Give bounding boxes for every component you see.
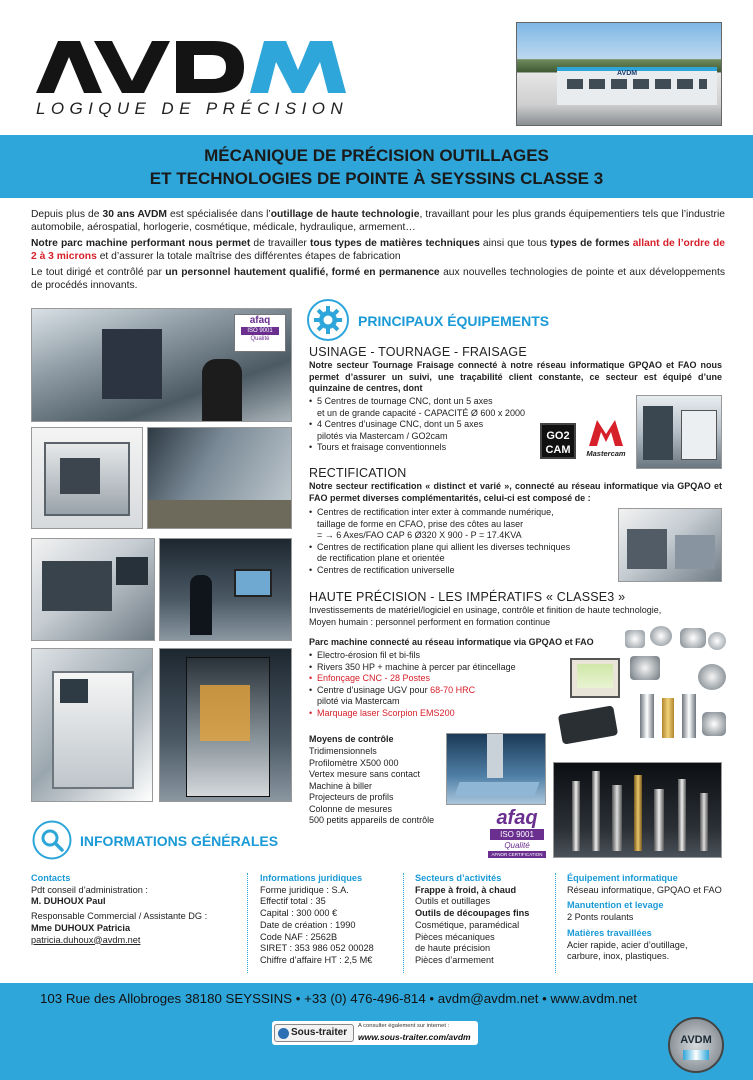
photo-grinding-shop [618,508,722,582]
equip-info-title: Équipement informatique [567,873,678,883]
list-item: Acier rapide, acier d’outillage, [567,939,688,950]
photo-machine-shop [147,427,292,529]
intro-paragraph-3: Le tout dirigé et contrôlé par un personnel hautement qualifié, formé en permanence aux nouvelles technologies de pointe et aux développements de procédés innovants. [31,267,725,291]
photo-workshop-operators [31,308,292,422]
avdm-seal-badge [668,1017,724,1073]
list-item: Machine à biller [309,780,373,791]
list-item: Réseau informatique, GPQAO et FAO [567,884,722,895]
list-item: • Centre d’usinage UGV pour 68-70 HRC piloté via Mastercam [309,685,609,708]
equipement-column [567,873,747,963]
afaq-label-small: afaq [249,315,271,326]
usinage-list [309,396,569,454]
photo-measuring-machine [446,733,546,805]
list-item: Tridimensionnels [309,746,377,756]
photo-ugv-machining-center [159,648,292,802]
list-item: • Electro-érosion fil et bi-fils [309,650,609,662]
intro-paragraph-2: Notre parc machine performant nous permet de travailler tous types de matières techniques ainsi que tous types de formes allant de l’ordre de 2 à 3 microns et d’assurer la totale maîtrise des différentes étapes de fabrication [31,238,726,262]
column-divider [403,873,404,973]
list-item: • Tours et fraisage conventionnels [309,442,569,454]
parc-title: Parc machine connecté au réseau informatique via GPQAO et FAO [309,637,594,647]
title-band [0,135,753,198]
building-photo [516,22,722,126]
contact-line: Pdt conseil d’administration : [31,884,148,895]
list-item: • Marquage laser Scorpion EMS200 [309,708,609,720]
list-item: Effectif total : 35 [260,896,326,907]
contact-name: Mme DUHOUX Patricia [31,922,131,933]
photo-edm-machine [31,648,153,802]
photo-cnc-lathe [31,427,143,529]
list-item: Forme juridique : S.A. [260,884,349,895]
intro-paragraph-1: Depuis plus de 30 ans AVDM est spécialisée dans l’outillage de haute technologie, travaillant pour les plus grands équipementiers tels que l’industrie automobile, aérospatial, horlogerie, cosmétique, médicale, hydraulique, armement… [31,209,725,233]
page-title-line2: ET TECHNOLOGIES DE POINTE À SEYSSINS CLASSE 3 [149,169,604,188]
photo-grinding-machine [31,538,155,641]
list-item: • Centres de rectification universelle [309,565,614,577]
tagline: LOGIQUE DE PRÉCISION [36,99,349,118]
footer-address: 103 Rue des Allobroges 38180 SEYSSINS • +33 (0) 476-496-814 • avdm@avdm.net • www.avdm.net [40,991,637,1006]
equipment-heading: PRINCIPAUX ÉQUIPEMENTS [358,313,550,329]
iso-label-small: ISO 9001 [241,327,279,335]
list-item: Chiffre d’affaire HT : 2,5 M€ [260,954,373,965]
list-item: Pièces mécaniques [415,931,495,942]
list-item: Frappe à froid, à chaud [415,884,517,895]
info-icon [32,820,72,860]
list-item: Pièces d’armement [415,954,494,965]
soustraiter-logo [274,1024,354,1042]
list-item: Date de création : 1990 [260,919,356,930]
list-item: carbure, inox, plastiques. [567,951,670,962]
afaq-label-large: afaq [496,807,538,829]
list-item: Colonne de mesures [309,803,393,814]
secteurs-column [415,873,545,967]
footer-band [0,983,753,1080]
list-item: • Centres de rectification plane qui allient les diverses techniques de rectification plane et orientée [309,542,614,565]
consult-text: A consulter également sur internet : [358,1023,450,1029]
quality-label-small: Qualité [250,336,270,342]
photo-cutting-tools [553,762,722,858]
list-item: • Enfonçage CNC - 28 Postes [309,673,609,685]
list-item: SIRET : 353 986 052 00028 [260,943,374,954]
haute-precision-line2: Moyen humain : personnel performent en formation continue [309,617,551,627]
usinage-title: USINAGE - TOURNAGE - FRAISAGE [309,345,527,359]
juridique-title: Informations juridiques [260,873,363,883]
mastercam-logo [582,420,630,458]
list-item: Projecteurs de profils [309,792,394,802]
photo-machining-centers [636,395,722,469]
list-item: 500 petits appareils de contrôle [309,815,435,825]
list-item: Outils et outillages [415,896,491,907]
list-item: Code NAF : 2562B [260,931,338,942]
column-divider [247,873,248,973]
rectification-intro: Notre secteur rectification « distinct et varié », connecté au réseau informatique via GPQAO et FAO permet diverses complémentarités, celui-ci est composé de : [309,481,722,503]
badge-tools-icon [683,1050,709,1060]
list-item: Profilomètre X500 000 [309,757,399,768]
column-divider [555,873,556,973]
soustraiter-banner[interactable] [272,1021,478,1045]
list-item: Outils de découpages fins [415,908,530,919]
badge-logo-text: AVDM [680,1034,712,1046]
secteurs-title: Secteurs d’activités [415,873,502,883]
logo [36,38,346,98]
contacts-title: Contacts [31,873,71,883]
contact-line: Responsable Commercial / Assistante DG : [31,911,208,922]
info-heading: INFORMATIONS GÉNÉRALES [80,833,279,849]
mastercam-label: Mastercam [586,449,626,458]
list-item: de haute précision [415,943,491,954]
list-item: • Centres de rectification inter exter à commande numérique, taillage de forme en CFAO, prise des côtes au laser = → 6 Axes/FAO CAP 6 Ø320 X 900 - P = 17.4KVA [309,507,614,542]
list-item: Capital : 300 000 € [260,908,338,919]
juridique-column [260,873,405,967]
matieres-title: Matières travaillées [567,927,652,938]
soustraiter-url-link[interactable]: www.sous-traiter.com/avdm [358,1032,471,1042]
soustraiter-logo-mark [278,1028,289,1039]
iso-label-large: ISO 9001 [490,829,544,840]
gear-icon [306,298,350,342]
photo-operator-workstation [159,538,292,641]
avdm-logo-graphic [36,38,346,96]
contacts-column [31,873,241,946]
contact-email-link[interactable]: patricia.duhoux@avdm.net [31,934,141,945]
intro-text [31,208,725,295]
afaq-badge-small [234,314,286,352]
manutention-title: Manutention et levage [567,900,664,911]
haute-precision-line1: Investissements de matériel/logiciel en usinage, contrôle et finition de haute technologie, [309,605,662,615]
list-item: • 5 Centres de tournage CNC, dont un 5 axes et un de grande capacité - CAPACITÉ Ø 600 x 2000 [309,396,569,419]
controle-title: Moyens de contrôle [309,734,394,744]
rectification-title: RECTIFICATION [309,466,407,480]
rectification-list [309,507,614,576]
usinage-intro: Notre secteur Tournage Fraisage connecté à notre réseau informatique GPQAO et FAO nous permet d’assurer un suivi, une traçabilité client constante, ce secteur est équipé d’une quinzaine de centres, dont [309,360,722,393]
go2cam-label: GO2 CAM [545,430,571,456]
haute-precision-title: HAUTE PRÉCISION - LES IMPÉRATIFS « CLASSE3 » [309,590,626,604]
list-item: Cosmétique, paramédical [415,919,520,930]
building-sign: AVDM [617,70,638,77]
list-item: Vertex mesure sans contact [309,769,421,779]
quality-label-large: Qualité [504,841,530,850]
list-item: • Rivers 350 HP + machine à percer par étincellage [309,662,609,674]
contact-name: M. DUHOUX Paul [31,896,106,907]
afaq-badge-large [488,808,546,862]
go2cam-logo [540,423,576,459]
afnor-label: AFNOR CERTIFICATION [488,851,546,858]
controle-list [309,746,434,827]
page-title-line1: MÉCANIQUE DE PRÉCISION OUTILLAGES [204,146,549,165]
list-item: 2 Ponts roulants [567,912,634,923]
photo-precision-parts [530,624,730,754]
soustraiter-label: Sous-traiter [291,1027,348,1038]
list-item: • 4 Centres d’usinage CNC, dont un 5 axes pilotés via Mastercam / GO2cam [309,419,569,442]
